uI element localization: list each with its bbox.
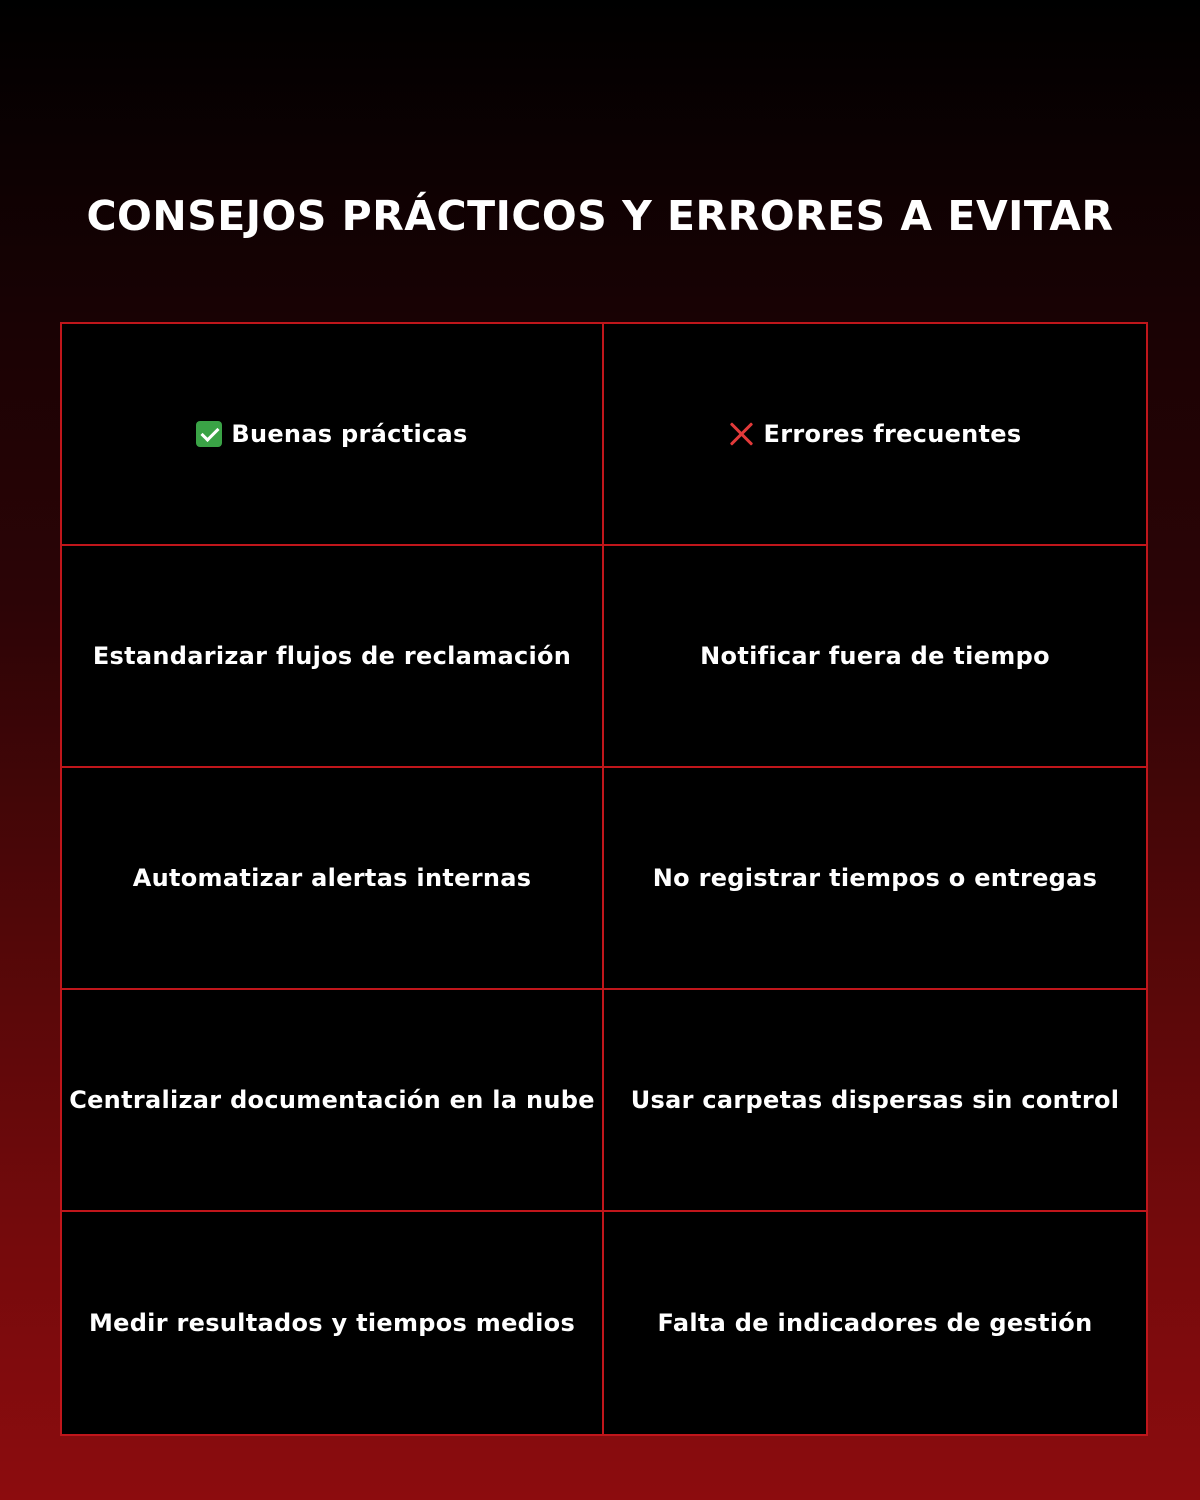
page-title: CONSEJOS PRÁCTICOS Y ERRORES A EVITAR: [86, 192, 1114, 240]
table-cell-good-practice: Medir resultados y tiempos medios: [62, 1212, 604, 1434]
table-cell-frequent-error: Usar carpetas dispersas sin control: [604, 990, 1146, 1212]
header-cell-good-practices: [62, 324, 604, 546]
cross-mark-icon: [729, 421, 755, 447]
table-cell-frequent-error: Notificar fuera de tiempo: [604, 546, 1146, 768]
header-label-frequent-errors: Errores frecuentes: [763, 420, 1022, 448]
table-cell-frequent-error: Falta de indicadores de gestión: [604, 1212, 1146, 1434]
table-cell-good-practice: Estandarizar flujos de reclamación: [62, 546, 604, 768]
table-cell-good-practice: Centralizar documentación en la nube: [62, 990, 604, 1212]
table-cell-frequent-error: No registrar tiempos o entregas: [604, 768, 1146, 990]
header-cell-frequent-errors: [604, 324, 1146, 546]
comparison-table: [60, 322, 1148, 1436]
header-label-good-practices: Buenas prácticas: [231, 420, 468, 448]
check-mark-icon: [196, 421, 222, 447]
table-cell-good-practice: Automatizar alertas internas: [62, 768, 604, 990]
